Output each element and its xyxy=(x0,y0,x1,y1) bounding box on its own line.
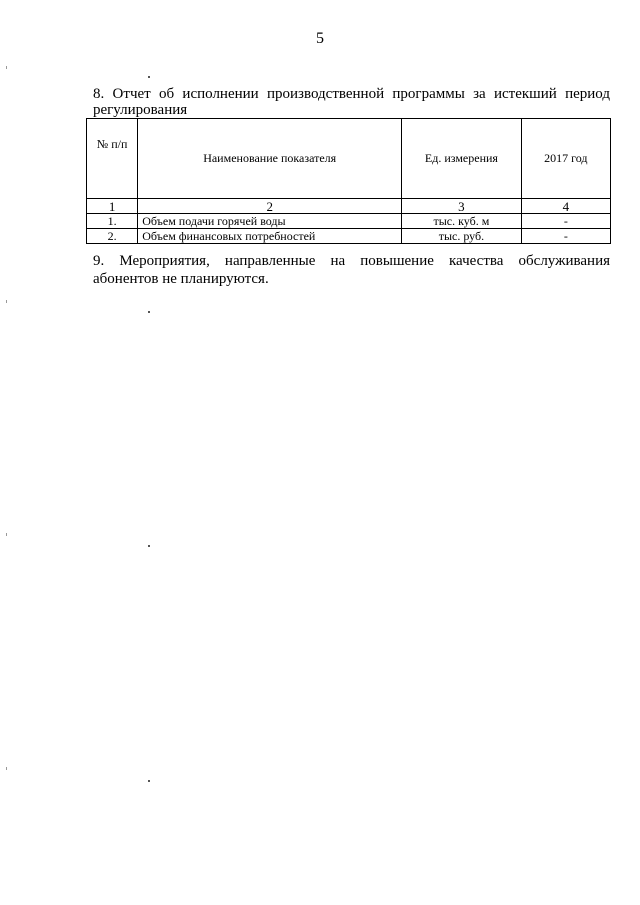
row-value: - xyxy=(521,214,610,229)
row-number: 2. xyxy=(87,229,138,244)
production-program-report-table xyxy=(86,118,611,244)
scan-speck xyxy=(148,311,150,313)
margin-mark xyxy=(6,767,7,770)
column-number-4: 4 xyxy=(521,199,610,214)
header-year: 2017 год xyxy=(521,119,610,199)
scan-speck xyxy=(148,76,150,78)
header-indicator-name: Наименование показателя xyxy=(138,119,402,199)
scan-speck xyxy=(148,780,150,782)
margin-mark xyxy=(6,66,7,69)
header-unit: Ед. измерения xyxy=(402,119,521,199)
scan-speck xyxy=(148,545,150,547)
row-indicator-name: Объем финансовых потребностей xyxy=(138,229,402,244)
row-unit: тыс. куб. м xyxy=(402,214,521,229)
margin-mark xyxy=(6,533,7,536)
margin-mark xyxy=(6,300,7,303)
row-unit: тыс. руб. xyxy=(402,229,521,244)
table-row xyxy=(87,229,611,244)
row-value: - xyxy=(521,229,610,244)
section-8-title: 8. Отчет об исполнении производственной программы за истекший период регулирования xyxy=(93,86,610,118)
row-number: 1. xyxy=(87,214,138,229)
row-indicator-name: Объем подачи горячей воды xyxy=(138,214,402,229)
column-number-3: 3 xyxy=(402,199,521,214)
page-number: 5 xyxy=(316,30,324,47)
table-header-row xyxy=(87,119,611,199)
header-number: № п/п xyxy=(87,119,138,199)
table-column-numbers-row xyxy=(87,199,611,214)
column-number-1: 1 xyxy=(87,199,138,214)
table-row xyxy=(87,214,611,229)
section-9-text: 9. Мероприятия, направленные на повышение качества обслуживания абонентов не планируются. xyxy=(93,253,610,287)
column-number-2: 2 xyxy=(138,199,402,214)
